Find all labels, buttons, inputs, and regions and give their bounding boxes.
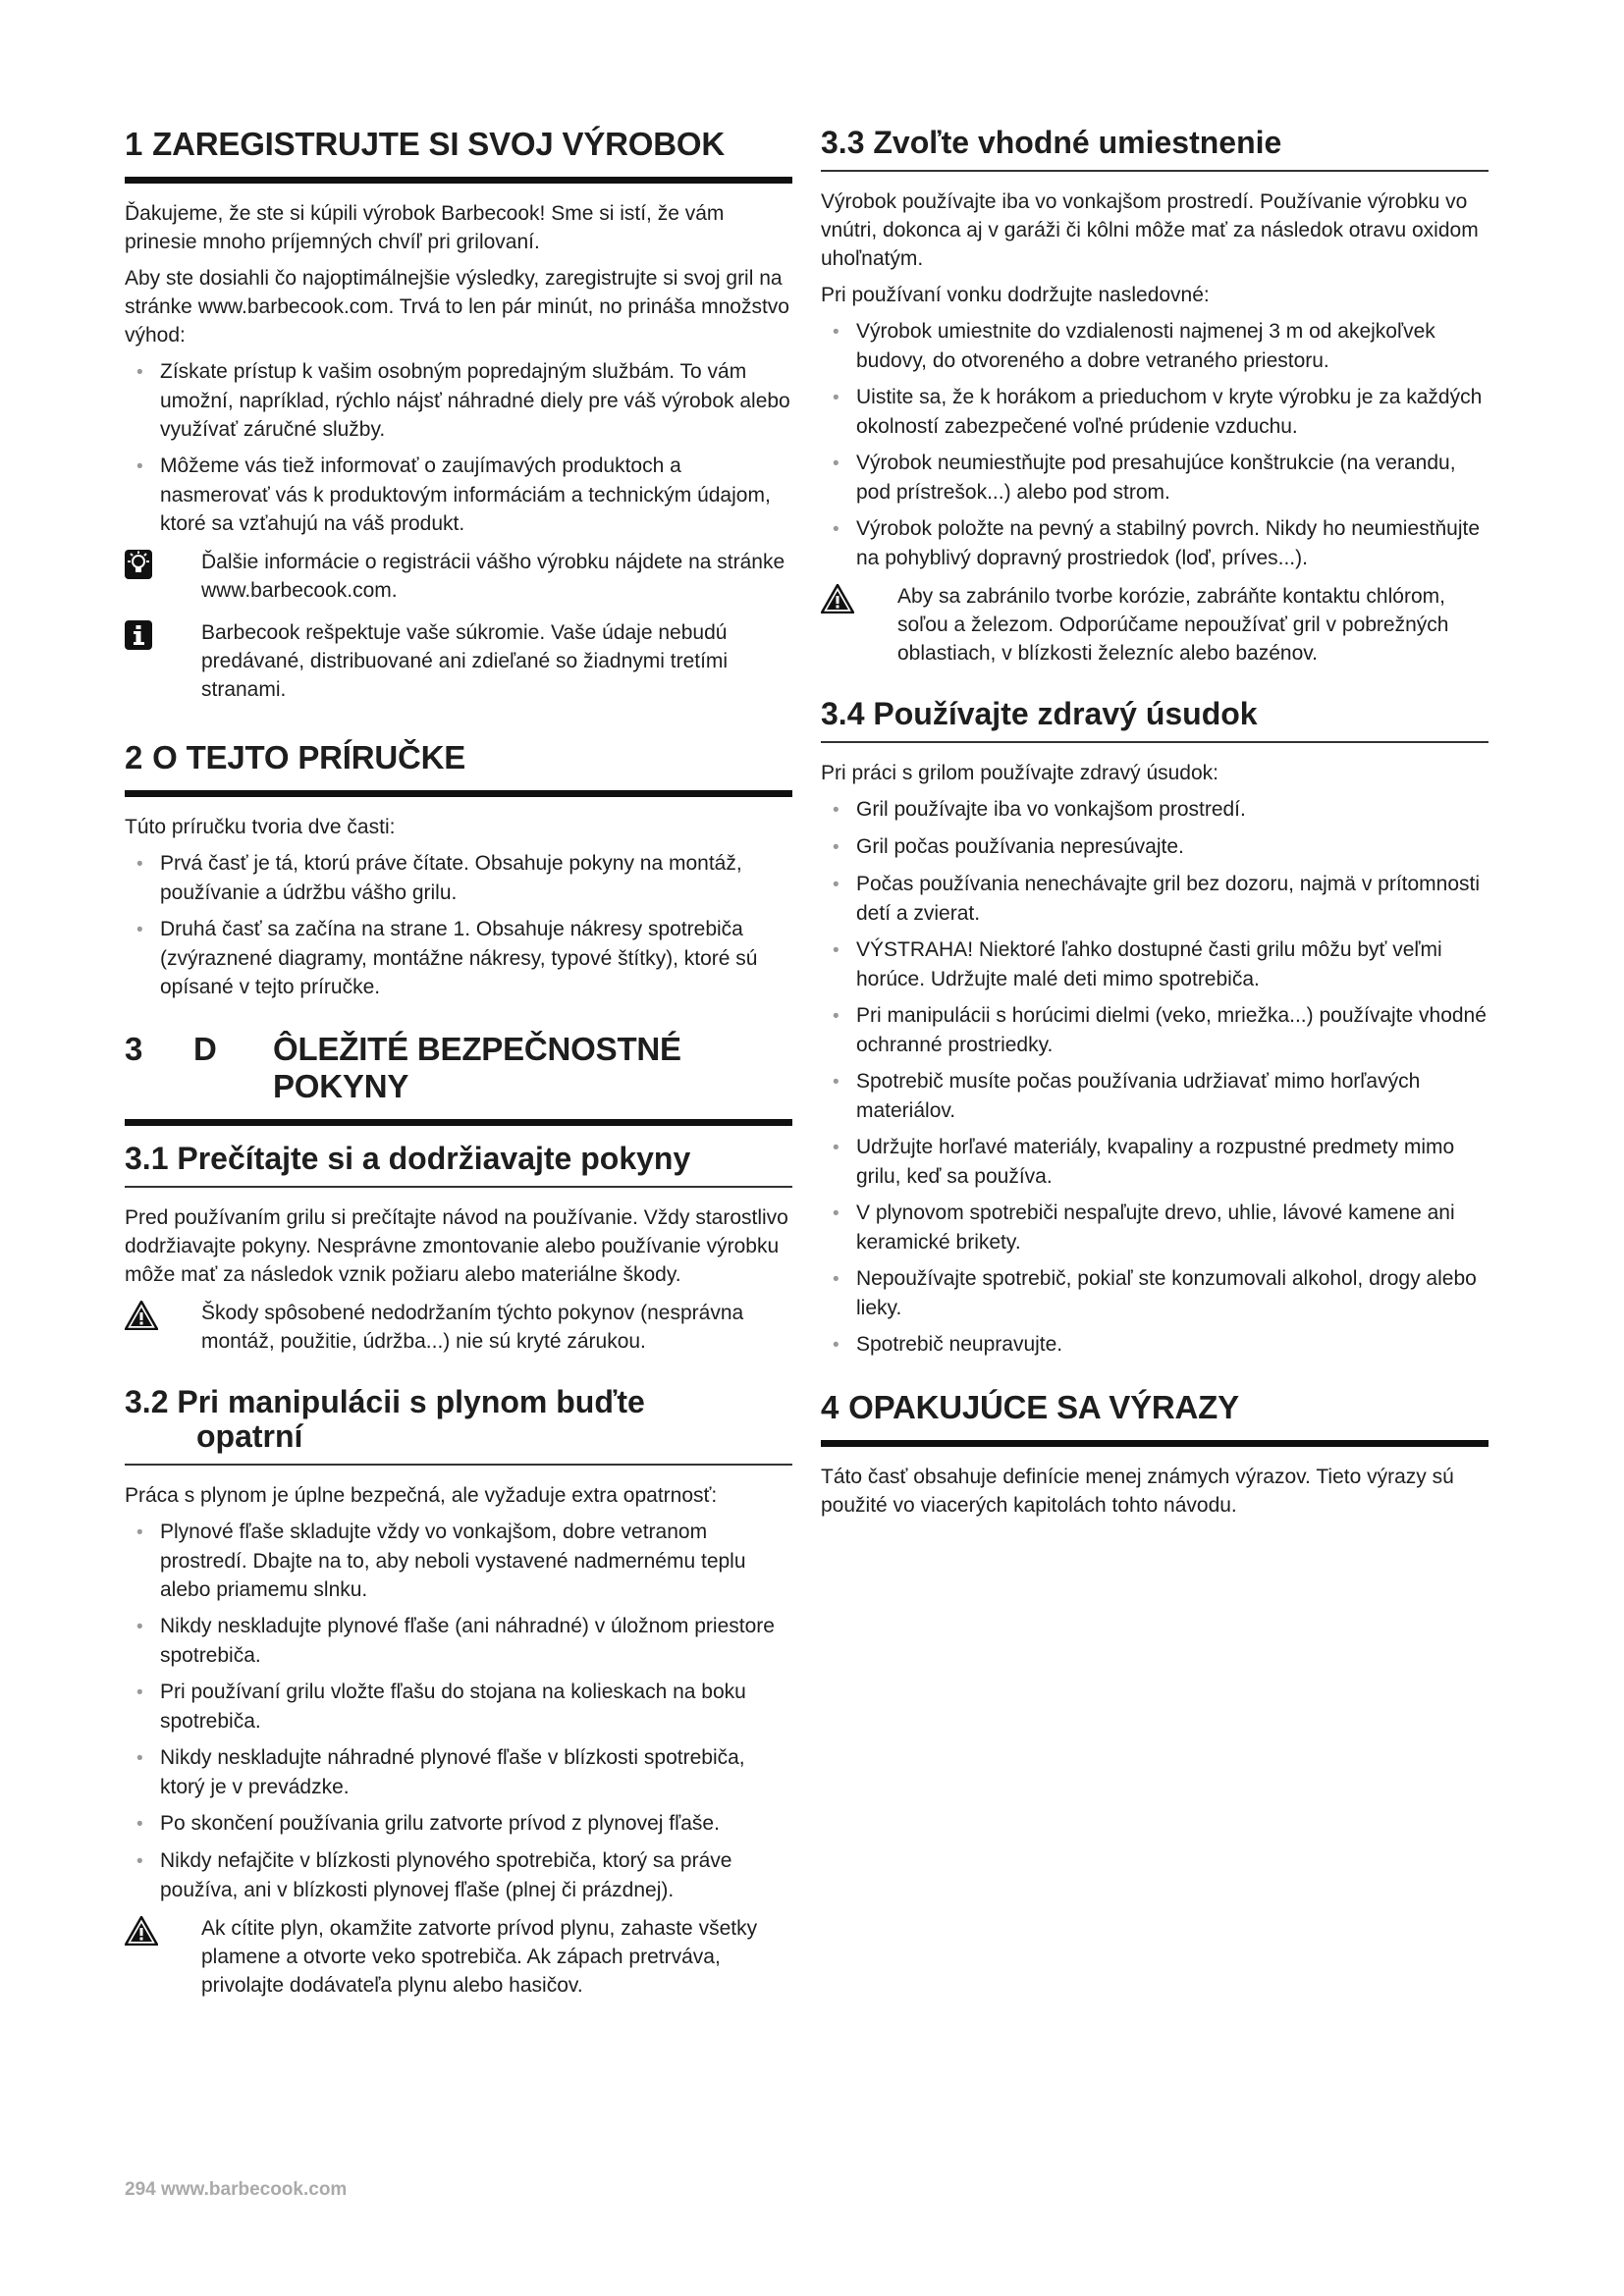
warning-note [821,582,1489,667]
list-item: • Spotrebič neupravujte. [833,1333,1063,1357]
section-2-heading [125,739,792,797]
list-item: • Uistite sa, že k horákom a prieduchom v kryte výrobku je za každých okolností zabezpečené voľné prúdenie vzduchu. [833,386,1483,439]
section-4-heading [821,1389,1489,1447]
list-item: • Výrobok položte na pevný a stabilný povrch. Nikdy ho neumiestňujte na pohyblivý dopravný prostriedok (loď, príves...). [833,517,1481,570]
paragraph: Pri práci s grilom používajte zdravý úsudok: [821,762,1218,785]
warning-text: Škody spôsobené nedodržaním týchto pokynov (nesprávna montáž, použitie, údržba...) nie sú kryté zárukou. [201,1301,744,1353]
warning-note [125,1299,792,1356]
right-column [821,126,1489,1527]
list-item: • Plynové fľaše skladujte vždy vo vonkajšom, dobre vetranom prostredí. Dbajte na to, aby neboli vystavené nadmernému teplu alebo priamemu slnku. [136,1521,746,1602]
section-title-letter: D [193,1030,217,1067]
subsection-title: 3.2 Pri manipulácii s plynom buďte [125,1383,645,1419]
list-item: • V plynovom spotrebiči nespaľujte drevo, uhlie, lávové kamene ani keramické brikety. [833,1201,1455,1255]
page-footer: 294 www.barbecook.com [125,2179,348,2200]
paragraph: Pred používaním grilu si prečítajte návod na používanie. Vždy starostlivo dodržiavajte pokyny. Nesprávne zmontovanie alebo používanie výrobku môže mať za následok vznik požiaru alebo materiálne škody. [125,1205,788,1286]
list-item: • Výrobok neumiestňujte pod presahujúce konštrukcie (na verandu, pod prístrešok...) alebo pod strom. [833,452,1456,505]
subsection-3-1-heading: 3.1 Prečítajte si a dodržiavajte pokyny [125,1142,792,1188]
section-number: 3 [125,1030,143,1067]
paragraph: Túto príručku tvoria dve časti: [125,815,396,838]
list-item: • Nepoužívajte spotrebič, pokiaľ ste konzumovali alkohol, drogy alebo lieky. [833,1267,1477,1320]
list-item: • Nikdy nefajčite v blízkosti plynového spotrebiča, ktorý sa práve používa, ani v blízkosti plynovej fľaše (plnej či prázdnej). [136,1849,732,1902]
tip-note [125,548,792,605]
section-title: ÔLEŽITÉ BEZPEČNOSTNÉ POKYNY [273,1030,681,1104]
list-item: • Môžeme vás tiež informovať o zaujímavých produktoch a nasmerovať vás k produktovým informáciám a technickým údajom, ktoré sa vzťahujú na váš produkt. [136,454,771,535]
info-text: Barbecook rešpektuje vaše súkromie. Vaše údaje nebudú predávané, distribuované ani zdieľané so žiadnymi tretími stranami. [201,620,729,701]
section-number: 2 [125,738,143,775]
list-item: • Prvá časť je tá, ktorú práve čítate. Obsahuje pokyny na montáž, používanie a údržbu vášho grilu. [136,851,742,904]
bullet-list [821,317,1489,572]
subsection-title-continued: opatrní [196,1418,303,1455]
bullet-list [125,1518,792,1904]
list-item: • Pri manipulácii s horúcimi dielmi (veko, mriežka...) používajte vhodné ochranné prostriedky. [833,1004,1487,1057]
tip-text: Ďalšie informácie o registrácii vášho výrobku nájdete na stránke www.barbecook.com. [201,550,785,602]
warning-triangle-icon [125,1299,201,1330]
list-item: • VÝSTRAHA! Niektoré ľahko dostupné časti grilu môžu byť veľmi horúce. Udržujte malé deti mimo spotrebiča. [833,938,1442,991]
section-title: O TEJTO PRÍRUČKE [152,738,466,775]
list-item: • Počas používania nenechávajte gril bez dozoru, najmä v prítomnosti detí a zvierat. [833,873,1481,926]
section-number: 1 [125,126,143,162]
list-item: • Druhá časť sa začína na strane 1. Obsahuje nákresy spotrebiča (zvýraznené diagramy, montážne nákresy, typové štítky), ktoré sú opísané v tejto príručke. [136,917,758,998]
section-title: ZAREGISTRUJTE SI SVOJ VÝROBOK [152,126,725,162]
list-item: • Gril počas používania nepresúvajte. [833,835,1184,859]
subsection-3-2-heading [125,1385,792,1466]
warning-note [125,1914,792,2000]
info-icon [125,618,201,650]
warning-text: Aby sa zabránilo tvorbe korózie, zabráňte kontaktu chlórom, soľou a železom. Odporúčame nepoužívať gril v pobrežných oblastiach, v blízkosti železníc alebo bazénov. [897,585,1449,666]
paragraph: Aby ste dosiahli čo najoptimálnejšie výsledky, zaregistrujte si svoj gril na stránke www.barbecook.com. Trvá to len pár minút, no prináša množstvo výhod: [125,266,789,347]
list-item: • Nikdy neskladujte plynové fľaše (ani náhradné) v úložnom priestore spotrebiča. [136,1615,775,1668]
list-item: • Získate prístup k vašim osobným popredajným službám. To vám umožní, napríklad, rýchlo nájsť náhradné diely pre váš výrobok alebo využívať záručné služby. [136,359,790,441]
left-column [125,126,792,2013]
lightbulb-icon [125,548,201,579]
bullet-list [125,849,792,1001]
paragraph: Pri používaní vonku dodržujte nasledovné: [821,284,1210,307]
section-title: OPAKUJÚCE SA VÝRAZY [848,1389,1239,1426]
section-number: 4 [821,1389,839,1426]
section-1-heading [125,126,792,184]
list-item: • Spotrebič musíte počas používania udržiavať mimo horľavých materiálov. [833,1070,1421,1123]
warning-triangle-icon [125,1914,201,1946]
paragraph: Ďakujeme, že ste si kúpili výrobok Barbecook! Sme si istí, že vám prinesie mnoho príjemných chvíľ pri grilovaní. [125,201,725,253]
list-item: • Nikdy neskladujte náhradné plynové fľaše v blízkosti spotrebiča, ktorý je v prevádzke. [136,1746,745,1799]
section-3-heading [125,1031,792,1126]
bullet-list [821,795,1489,1360]
list-item: • Udržujte horľavé materiály, kvapaliny a rozpustné predmety mimo grilu, keď sa používa. [833,1136,1455,1189]
paragraph: Táto časť obsahuje definície menej známych výrazov. Tieto výrazy sú použité vo viacerých kapitolách tohto návodu. [821,1466,1454,1518]
list-item: • Po skončení používania grilu zatvorte prívod z plynovej fľaše. [136,1812,720,1836]
bullet-list [125,357,792,538]
subsection-3-3-heading: 3.3 Zvoľte vhodné umiestnenie [821,126,1489,172]
list-item: • Pri používaní grilu vložte fľašu do stojana na kolieskach na boku spotrebiča. [136,1681,746,1734]
list-item: • Gril používajte iba vo vonkajšom prostredí. [833,798,1246,822]
list-item: • Výrobok umiestnite do vzdialenosti najmenej 3 m od akejkoľvek budovy, do otvoreného a dobre vetraného priestoru. [833,320,1435,373]
paragraph: Práca s plynom je úplne bezpečná, ale vyžaduje extra opatrnosť: [125,1484,718,1508]
warning-text: Ak cítite plyn, okamžite zatvorte prívod plynu, zahaste všetky plamene a otvorte veko spotrebiča. Ak zápach pretrváva, privolajte dodávateľa plynu alebo hasičov. [201,1917,758,1998]
info-note [125,618,792,704]
subsection-3-4-heading: 3.4 Používajte zdravý úsudok [821,697,1489,743]
warning-triangle-icon [821,582,897,614]
paragraph: Výrobok používajte iba vo vonkajšom prostredí. Používanie výrobku vo vnútri, dokonca aj v garáži či kôlni môže mať za následok otravu oxidom uhoľnatým. [821,190,1479,271]
